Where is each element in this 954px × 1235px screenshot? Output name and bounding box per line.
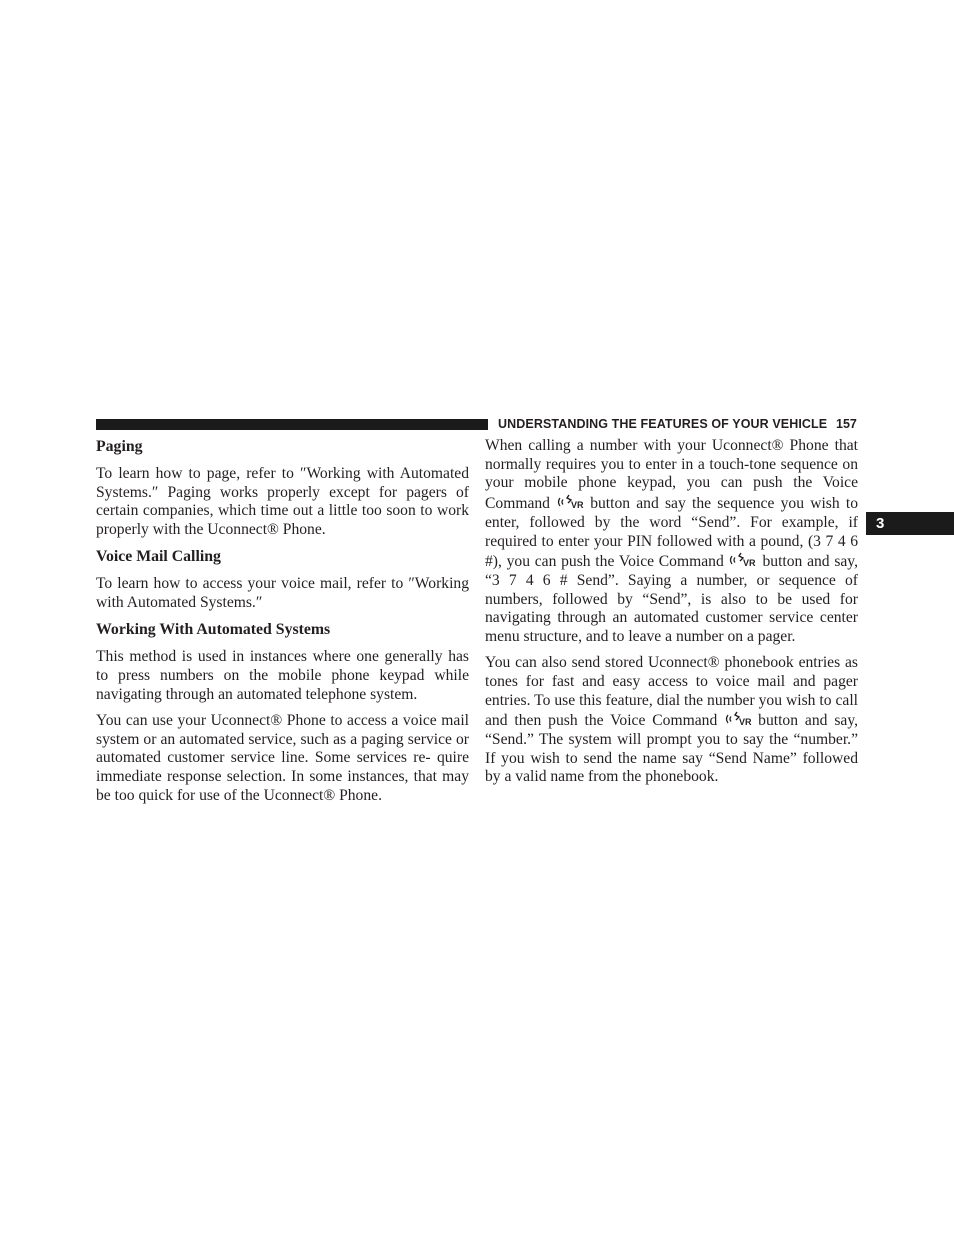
voice-mail-paragraph: To learn how to access your voice mail, refer to ″Working with Automated Systems.″ [96,575,469,612]
touch-tone-paragraph [485,437,858,647]
phonebook-text-b: button and say, “Send.” The system will prompt you to say the “number.” If you wish to send the name say “Send Name” followed by a valid name from the phonebook. [485,712,859,786]
voice-command-icon [556,493,590,509]
phonebook-text-a: You can also send stored Uconnect® phonebook entries as tones for fast and easy access to voice mail and pager entries. To use this feature, dial the number you wish to call and then push the Voice Command [485,654,858,730]
left-column [96,437,469,813]
automated-paragraph-2: You can use your Uconnect® Phone to access a voice mail system or an automated service, such as a paging service or automated customer service line. Some services re- quire immediate response selection. In some instances, that may be too quick for use of the Uconnect® Phone. [96,711,469,804]
voice-command-icon [724,710,758,726]
header-rule [96,419,488,430]
voice-command-icon [728,551,762,567]
chapter-tab [866,512,954,535]
touch-tone-text-c: button and say, “3 7 4 6 # Send”. Saying a number, or sequence of numbers, followed by “Send”, is also to be used for navigating through an automated customer service center menu structure, and to leave a number on a pager. [485,553,858,646]
page-number: 157 [836,417,857,431]
automated-paragraph-1: This method is used in instances where one generally has to press numbers on the mobile phone keypad while navigating through an automated telephone system. [96,648,469,703]
automated-systems-heading: Working With Automated Systems [96,621,331,639]
svg-text:VR: VR [571,500,584,511]
voice-mail-heading: Voice Mail Calling [96,548,221,566]
paging-heading: Paging [96,438,143,455]
touch-tone-text-a: When calling a number with your Uconnect® Phone that normally requires you to enter in a touch-tone sequence on your mobile phone keypad, you can push the Voice Command [485,437,858,513]
svg-text:VR: VR [743,558,756,569]
paging-paragraph: To learn how to page, refer to ″Working with Automated Systems.″ Paging works properly except for pagers of certain companies, which time out a little too soon to work properly with the Uconnect® Phone. [96,465,469,539]
svg-text:VR: VR [739,717,752,728]
phonebook-tones-paragraph [485,654,858,787]
touch-tone-text-b: button and say the sequence you wish to enter, followed by the word “Send”. For example, if required to enter your PIN followed with a pound, (3 7 4 6 #), you can push the Voice Command [485,495,858,571]
section-title: UNDERSTANDING THE FEATURES OF YOUR VEHICLE [498,417,828,431]
right-column [485,437,858,795]
chapter-tab-number: 3 [876,515,885,532]
